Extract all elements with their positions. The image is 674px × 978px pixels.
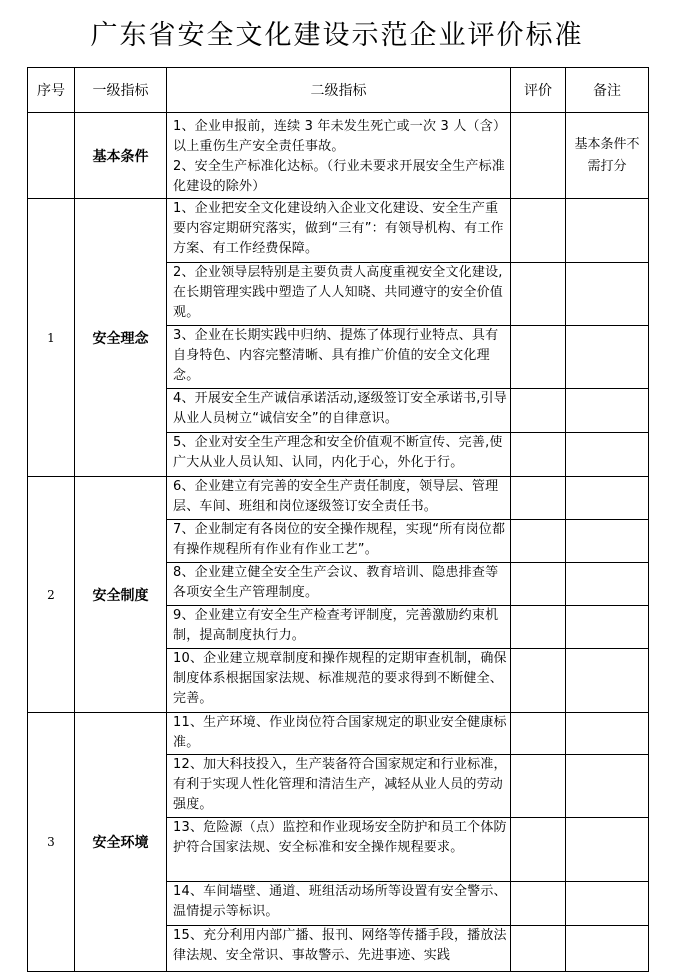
level2-cell: 14、车间墙壁、通道、班组活动场所等设置有安全警示、温情提示等标识。 [167, 882, 511, 926]
header-seq: 序号 [28, 68, 75, 113]
rating-cell[interactable] [511, 606, 566, 649]
level1-cell: 安全理念 [75, 199, 167, 477]
note-cell: 基本条件不需打分 [566, 113, 649, 199]
note-cell [566, 649, 649, 713]
level2-cell: 13、危险源（点）监控和作业现场安全防护和员工个体防护符合国家法规、安全标准和安全操作规程要求。 [167, 818, 511, 882]
level2-cell: 12、加大科技投入，生产装备符合国家规定和行业标准，有利于实现人性化管理和清洁生产，减轻从业人员的劳动强度。 [167, 755, 511, 818]
note-cell [566, 755, 649, 818]
level1-cell: 基本条件 [75, 113, 167, 199]
note-cell [566, 563, 649, 606]
table-row [28, 713, 649, 755]
level2-cell: 8、企业建立健全安全生产会议、教育培训、隐患排查等各项安全生产管理制度。 [167, 563, 511, 606]
rating-cell[interactable] [511, 263, 566, 326]
level2-cell: 4、开展安全生产诚信承诺活动,逐级签订安全承诺书,引导从业人员树立“诚信安全”的自律意识。 [167, 389, 511, 433]
note-cell [566, 882, 649, 926]
rating-cell[interactable] [511, 520, 566, 563]
rating-cell[interactable] [511, 477, 566, 520]
rating-cell[interactable] [511, 199, 566, 263]
note-cell [566, 326, 649, 389]
page-title: 广东省安全文化建设示范企业评价标准 [90, 20, 584, 51]
note-cell [566, 926, 649, 972]
level1-cell: 安全制度 [75, 477, 167, 713]
level1-cell: 安全环境 [75, 713, 167, 972]
level2-cell: 6、企业建立有完善的安全生产责任制度，领导层、管理层、车间、班组和岗位逐级签订安全责任书。 [167, 477, 511, 520]
level2-cell: 9、企业建立有安全生产检查考评制度，完善激励约束机制，提高制度执行力。 [167, 606, 511, 649]
header-note: 备注 [566, 68, 649, 113]
seq-cell: 1 [28, 199, 75, 477]
table-row [28, 113, 649, 199]
evaluation-table [27, 67, 649, 972]
table-row [28, 199, 649, 263]
level2-cell: 2、企业领导层特别是主要负责人高度重视安全文化建设,在长期管理实践中塑造了人人知晓、共同遵守的安全价值观。 [167, 263, 511, 326]
level2-cell: 1、企业申报前，连续 3 年未发生死亡或一次 3 人（含）以上重伤生产安全责任事故。 2、安全生产标准化达标。（行业未要求开展安全生产标准化建设的除外） [167, 113, 511, 199]
level2-cell: 10、企业建立规章制度和操作规程的定期审查机制，确保制度体系根据国家法规、标准规范的要求得到不断健全、完善。 [167, 649, 511, 713]
header-rating: 评价 [511, 68, 566, 113]
note-cell [566, 263, 649, 326]
note-cell [566, 433, 649, 477]
level2-cell: 5、企业对安全生产理念和安全价值观不断宣传、完善,使广大从业人员认知、认同，内化于心，外化于行。 [167, 433, 511, 477]
note-cell [566, 477, 649, 520]
note-cell [566, 389, 649, 433]
header-level2: 二级指标 [167, 68, 511, 113]
rating-cell[interactable] [511, 433, 566, 477]
header-level1: 一级指标 [75, 68, 167, 113]
level2-cell: 7、企业制定有各岗位的安全操作规程，实现“所有岗位都有操作规程所有作业有作业工艺”。 [167, 520, 511, 563]
seq-cell: 3 [28, 713, 75, 972]
seq-cell [28, 113, 75, 199]
rating-cell[interactable] [511, 389, 566, 433]
note-cell [566, 606, 649, 649]
level2-cell: 3、企业在长期实践中归纳、提炼了体现行业特点、具有自身特色、内容完整清晰、具有推广价值的安全文化理念。 [167, 326, 511, 389]
level2-cell: 15、充分利用内部广播、报刊、网络等传播手段，播放法律法规、安全常识、事故警示、先进事迹、实践 [167, 926, 511, 972]
rating-cell[interactable] [511, 713, 566, 755]
rating-cell[interactable] [511, 882, 566, 926]
rating-cell[interactable] [511, 563, 566, 606]
table-header-row [28, 68, 649, 113]
rating-cell[interactable] [511, 649, 566, 713]
note-cell [566, 199, 649, 263]
seq-cell: 2 [28, 477, 75, 713]
rating-cell[interactable] [511, 818, 566, 882]
rating-cell[interactable] [511, 755, 566, 818]
note-cell [566, 818, 649, 882]
rating-cell[interactable] [511, 326, 566, 389]
table-row [28, 477, 649, 520]
rating-cell[interactable] [511, 113, 566, 199]
note-cell [566, 520, 649, 563]
note-cell [566, 713, 649, 755]
rating-cell[interactable] [511, 926, 566, 972]
level2-cell: 11、生产环境、作业岗位符合国家规定的职业安全健康标准。 [167, 713, 511, 755]
level2-cell: 1、企业把安全文化建设纳入企业文化建设、安全生产重要内容定期研究落实，做到“三有”：有领导机构、有工作方案、有工作经费保障。 [167, 199, 511, 263]
